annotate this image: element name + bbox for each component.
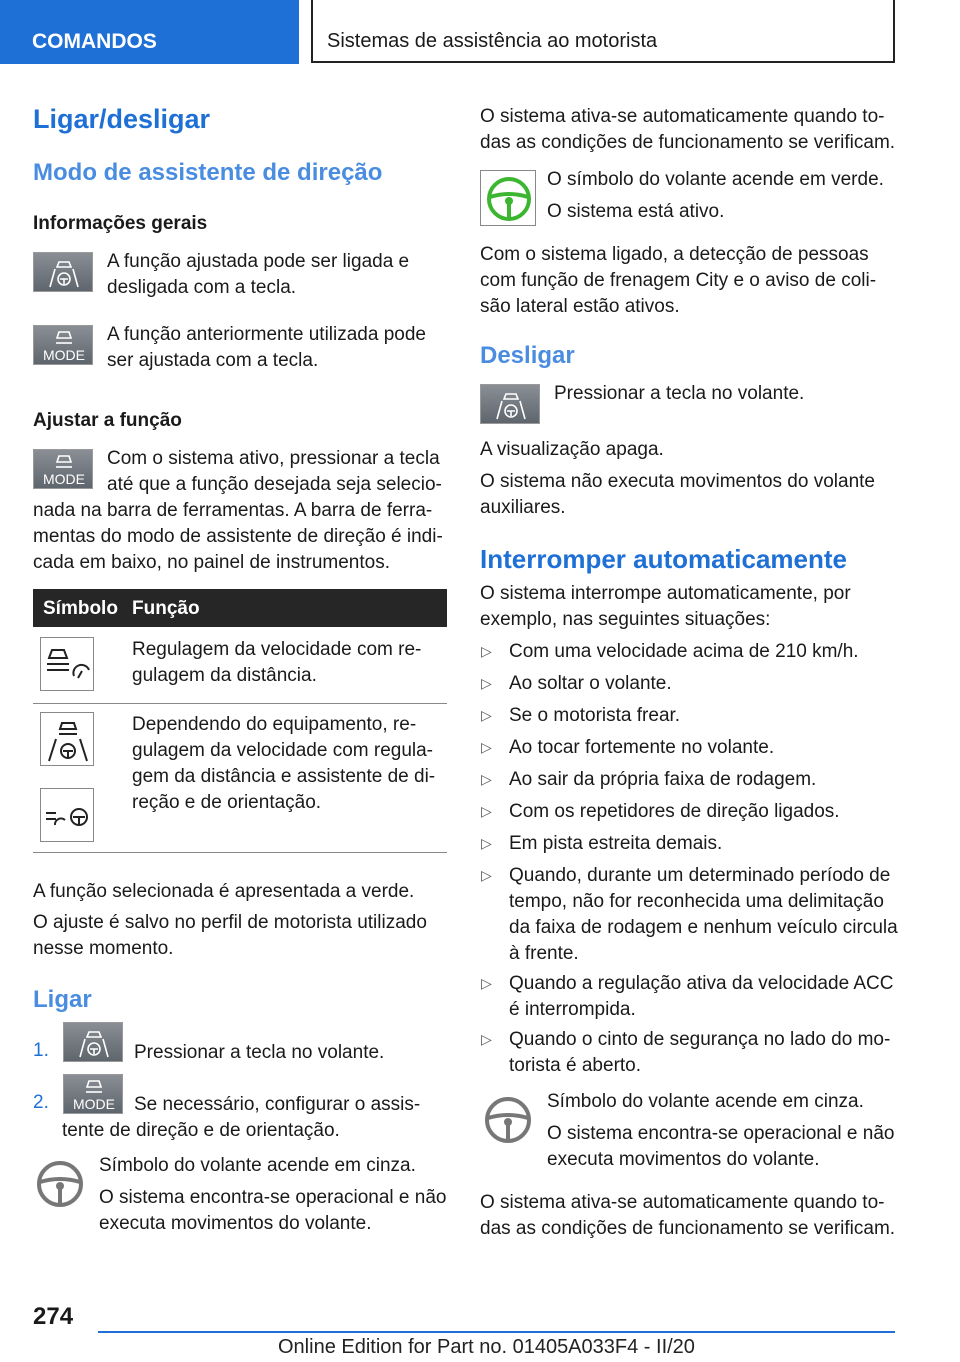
table-header-symbol: Símbolo bbox=[43, 598, 118, 619]
mode-button-icon bbox=[33, 449, 93, 489]
p5-line2: nesse momento. bbox=[33, 938, 174, 959]
heading-modo-assistente: Modo de assistente de direção bbox=[33, 159, 383, 186]
p3-line1: Com o sistema ativo, pressionar a tecla bbox=[107, 448, 440, 469]
table-header-function: Função bbox=[132, 598, 200, 619]
footer-rule bbox=[98, 1331, 895, 1333]
svg-text:MODE: MODE bbox=[43, 471, 85, 487]
green-line1: O símbolo do volante acende em verde. bbox=[547, 169, 884, 190]
header-section-tab bbox=[0, 0, 299, 64]
table-row1-line1: Regulagem da velocidade com re- bbox=[132, 639, 422, 660]
steering-wheel-gray-icon bbox=[482, 1094, 534, 1151]
step2-line2: tente de direção e de orientação. bbox=[62, 1120, 340, 1141]
bullet-marker: ▷ bbox=[481, 803, 492, 819]
note-right-line3: executa movimentos do volante. bbox=[547, 1149, 820, 1170]
note-left-line2: O sistema encontra-se operacional e não bbox=[99, 1187, 447, 1208]
steering-wheel-green-icon bbox=[480, 170, 536, 226]
r-p6-line2: das as condições de funcionamento se verificam. bbox=[480, 1218, 896, 1239]
footer-edition: Online Edition for Part no. 01405A033F4 - II/20 bbox=[278, 1336, 695, 1358]
bullet-9-line1: Quando a regulação ativa da velocidade ACC bbox=[509, 973, 894, 994]
bullet-marker: ▷ bbox=[481, 707, 492, 723]
table-rule bbox=[33, 852, 447, 853]
header-section: COMANDOS bbox=[32, 30, 157, 53]
bullet-marker: ▷ bbox=[481, 867, 492, 883]
table-row2-line2: gulagem da velocidade com regula- bbox=[132, 740, 434, 761]
r-p5-line2: exemplo, nas seguintes situações: bbox=[480, 609, 771, 630]
heading-desligar: Desligar bbox=[480, 342, 575, 369]
bullet-8-line3: da faixa de rodagem e nenhum veículo circula bbox=[509, 917, 898, 938]
p1-line2: desligada com a tecla. bbox=[107, 277, 297, 298]
r-p4-line1: O sistema não executa movimentos do volante bbox=[480, 471, 875, 492]
bullet-3: Se o motorista frear. bbox=[509, 705, 681, 726]
mode-button-icon bbox=[33, 325, 93, 365]
assist-button-icon bbox=[33, 252, 93, 292]
table-row2-line4: reção e de orientação. bbox=[132, 792, 322, 813]
step2-number: 2. bbox=[33, 1092, 49, 1113]
step1-number: 1. bbox=[33, 1040, 49, 1061]
note-left-line3: executa movimentos do volante. bbox=[99, 1213, 372, 1234]
p1-line1: A função ajustada pode ser ligada e bbox=[107, 251, 410, 272]
desligar-text: Pressionar a tecla no volante. bbox=[554, 383, 805, 404]
bullet-marker: ▷ bbox=[481, 1031, 492, 1047]
heading-ligar-desligar: Ligar/desligar bbox=[33, 104, 211, 134]
svg-text:MODE: MODE bbox=[73, 1096, 115, 1112]
bullet-1: Com uma velocidade acima de 210 km/h. bbox=[509, 641, 859, 662]
speed-distance-icon bbox=[40, 637, 94, 691]
bullet-10-line1: Quando o cinto de segurança no lado do mo- bbox=[509, 1029, 891, 1050]
r-p6-line1: O sistema ativa-se automaticamente quando to- bbox=[480, 1192, 885, 1213]
p2-line1: A função anteriormente utilizada pode bbox=[107, 324, 426, 345]
r-p4-line2: auxiliares. bbox=[480, 497, 566, 518]
note-right-line1: Símbolo do volante acende em cinza. bbox=[547, 1091, 864, 1112]
r-p3: A visualização apaga. bbox=[480, 439, 664, 460]
r-p1-line2: das as condições de funcionamento se verificam. bbox=[480, 132, 896, 153]
note-left-line1: Símbolo do volante acende em cinza. bbox=[99, 1155, 416, 1176]
p3-line2: até que a função desejada seja selecio- bbox=[107, 474, 442, 495]
table-row2-line1: Dependendo do equipamento, re- bbox=[132, 714, 417, 735]
bullet-marker: ▷ bbox=[481, 739, 492, 755]
bullet-6: Com os repetidores de direção ligados. bbox=[509, 801, 840, 822]
p5-line1: O ajuste é salvo no perfil de motorista utilizado bbox=[33, 912, 427, 933]
bullet-8-line4: à frente. bbox=[509, 943, 579, 964]
bullet-7: Em pista estreita demais. bbox=[509, 833, 723, 854]
bullet-2: Ao soltar o volante. bbox=[509, 673, 672, 694]
heading-informacoes-gerais: Informações gerais bbox=[33, 213, 208, 234]
step1-text: Pressionar a tecla no volante. bbox=[134, 1042, 385, 1063]
r-p2-line1: Com o sistema ligado, a detecção de pessoas bbox=[480, 244, 869, 265]
note-right-line2: O sistema encontra-se operacional e não bbox=[547, 1123, 895, 1144]
r-p1-line1: O sistema ativa-se automaticamente quando to- bbox=[480, 106, 885, 127]
page-number: 274 bbox=[33, 1303, 74, 1330]
p4: A função selecionada é apresentada a verde. bbox=[33, 881, 415, 902]
bullet-8-line2: tempo, não for reconhecida uma delimitação bbox=[509, 891, 884, 912]
r-p2-line2: com função de frenagem City e o aviso de coli- bbox=[480, 270, 877, 291]
bullet-8-line1: Quando, durante um determinado período de bbox=[509, 865, 891, 886]
heading-ligar: Ligar bbox=[33, 986, 92, 1013]
steering-wheel-gray-icon bbox=[34, 1158, 86, 1215]
steering-assist-icon bbox=[40, 712, 94, 766]
p3-line3: nada na barra de ferramentas. A barra de ferra- bbox=[33, 500, 433, 521]
bullet-marker: ▷ bbox=[481, 643, 492, 659]
bullet-marker: ▷ bbox=[481, 771, 492, 787]
bullet-5: Ao sair da própria faixa de rodagem. bbox=[509, 769, 817, 790]
header-chapter: Sistemas de assistência ao motorista bbox=[327, 30, 658, 52]
table-rule bbox=[33, 703, 447, 704]
table-header bbox=[33, 589, 447, 627]
assist-button-icon bbox=[480, 384, 540, 424]
r-p2-line3: são lateral estão ativos. bbox=[480, 296, 680, 317]
bullet-marker: ▷ bbox=[481, 675, 492, 691]
header-chapter-tab bbox=[311, 0, 895, 63]
bullet-marker: ▷ bbox=[481, 835, 492, 851]
svg-text:MODE: MODE bbox=[43, 347, 85, 363]
assist-button-icon bbox=[63, 1022, 123, 1062]
bullet-10-line2: torista é aberto. bbox=[509, 1055, 642, 1076]
bullet-marker: ▷ bbox=[481, 975, 492, 991]
table-row2-line3: gem da distância e assistente de di- bbox=[132, 766, 436, 787]
mode-button-icon bbox=[63, 1074, 123, 1114]
step2-line1: Se necessário, configurar o assis- bbox=[134, 1094, 421, 1115]
heading-interromper: Interromper automaticamente bbox=[480, 544, 847, 574]
bullet-4: Ao tocar fortemente no volante. bbox=[509, 737, 775, 758]
table-row1-line2: gulagem da distância. bbox=[132, 665, 317, 686]
p3-line4: mentas do modo de assistente de direção é indi- bbox=[33, 526, 443, 547]
green-line2: O sistema está ativo. bbox=[547, 201, 725, 222]
r-p5-line1: O sistema interrompe automaticamente, por bbox=[480, 583, 851, 604]
p2-line2: ser ajustada com a tecla. bbox=[107, 350, 319, 371]
bullet-9-line2: é interrompida. bbox=[509, 999, 636, 1020]
combined-assist-icon bbox=[40, 788, 94, 842]
p3-line5: cada em baixo, no painel de instrumentos. bbox=[33, 552, 390, 573]
heading-ajustar-funcao: Ajustar a função bbox=[33, 410, 182, 431]
